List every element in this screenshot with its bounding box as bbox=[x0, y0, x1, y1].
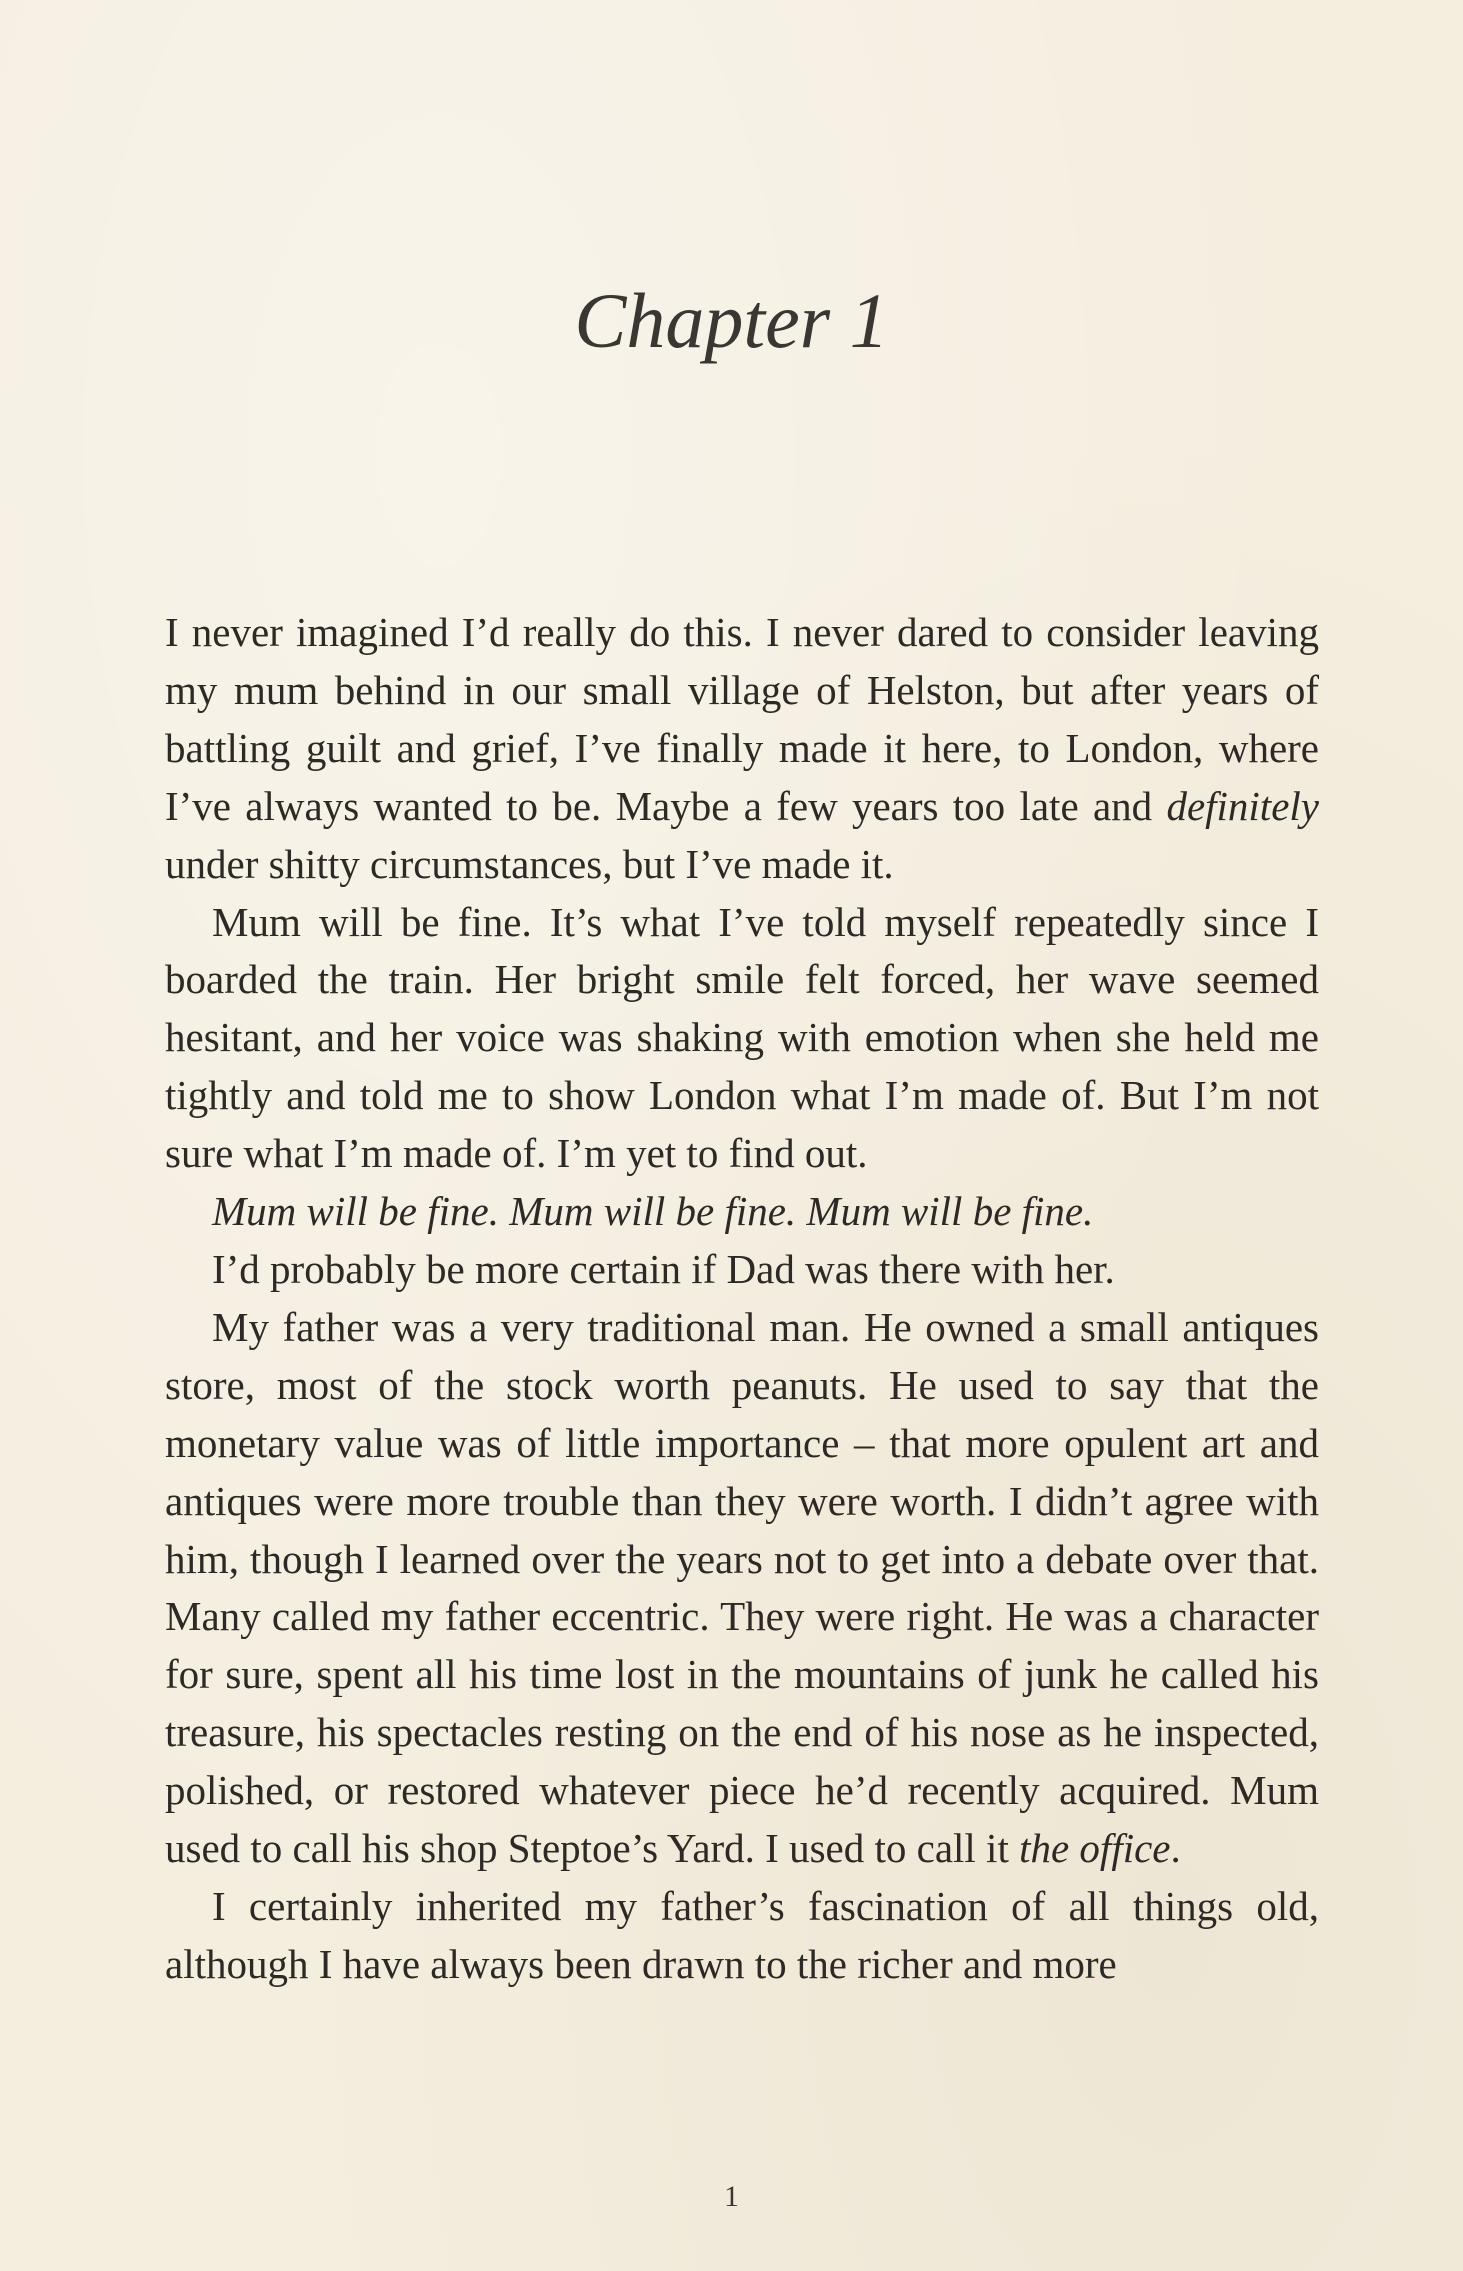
paragraph-6 bbox=[165, 1878, 1319, 1994]
paragraph-1-part-2: definitely bbox=[1166, 782, 1319, 829]
paragraph-3-part-1: Mum will be fine. Mum will be fine. Mum will be fine. bbox=[212, 1188, 1094, 1235]
paragraph-1-part-1: I never imagined I’d really do this. I never dared to consider leaving my mum behind in our small village of Helston, but after years of battling guilt and grief, I’ve finally made it here, to London, where I’ve always wanted to be. Maybe a few years too late and bbox=[165, 609, 1319, 829]
paragraph-5-part-1: My father was a very traditional man. He owned a small antiques store, most of the stock worth peanuts. He used to say that the monetary value was of little importance – that more opulent art and antiques were more trouble than they were worth. I didn’t agree with him, though I learned over the years not to get into a debate over that. Many called my father eccentric. They were right. He was a character for sure, spent all his time lost in the mountains of junk he called his treasure, his spectacles resting on the end of his nose as he inspected, polished, or restored whatever piece he’d recently acquired. Mum used to call his shop Steptoe’s Yard. I used to call it bbox=[165, 1303, 1319, 1872]
page-number: 1 bbox=[724, 2180, 739, 2213]
body-text bbox=[165, 604, 1319, 1994]
paragraph-1-part-3: under shitty circumstances, but I’ve made it. bbox=[165, 840, 894, 887]
paragraph-2 bbox=[165, 894, 1319, 1184]
paragraph-1 bbox=[165, 604, 1319, 894]
paragraph-4 bbox=[165, 1241, 1319, 1299]
paragraph-3 bbox=[165, 1183, 1319, 1241]
paragraph-4-part-1: I’d probably be more certain if Dad was there with her. bbox=[212, 1245, 1115, 1292]
chapter-title: Chapter 1 bbox=[574, 277, 889, 364]
paragraph-2-part-1: Mum will be fine. It’s what I’ve told myself repeatedly since I boarded the train. Her bright smile felt forced, her wave seemed hesitant, and her voice was shaking with emotion when she held me tightly and told me to show London what I’m made of. But I’m not sure what I’m made of. I’m yet to find out. bbox=[165, 898, 1319, 1177]
paragraph-6-part-1: I certainly inherited my father’s fascination of all things old, although I have always been drawn to the richer and more bbox=[165, 1882, 1319, 1987]
paragraph-5-part-2: the office bbox=[1019, 1825, 1171, 1872]
paragraph-5 bbox=[165, 1299, 1319, 1878]
paragraph-5-part-3: . bbox=[1170, 1825, 1181, 1872]
